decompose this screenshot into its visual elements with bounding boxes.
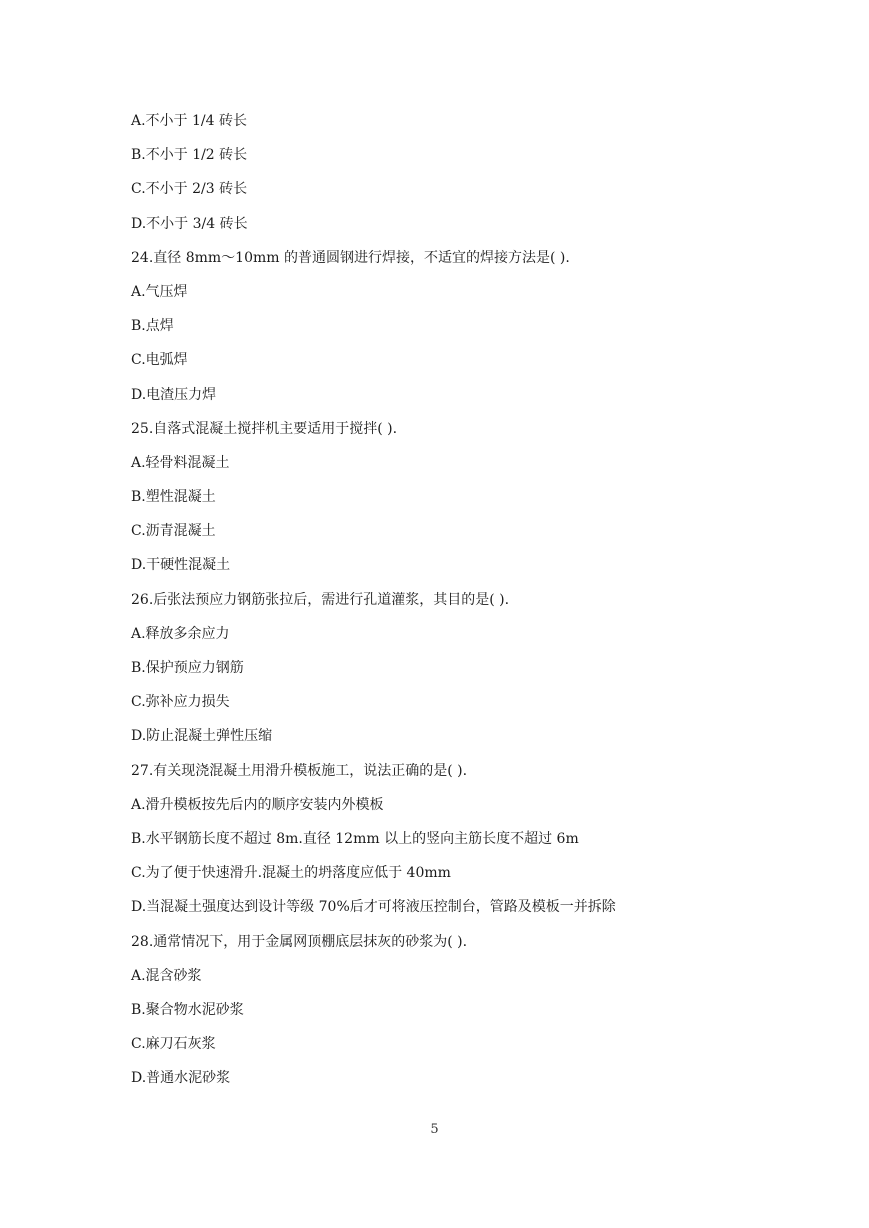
option-b-q27: B.水平钢筋长度不超过 8m.直径 12mm 以上的竖向主筋长度不超过 6m xyxy=(131,830,579,847)
option-c-q23: C.不小于 2/3 砖长 xyxy=(131,181,248,198)
option-a-q24: A.气压焊 xyxy=(131,283,188,300)
option-b-q26: B.保护预应力钢筋 xyxy=(131,660,244,676)
question-24: 24.直径 8mm～10mm 的普通圆钢进行焊接，不适宜的焊接方法是( ). xyxy=(131,249,570,266)
option-a-q28: A.混含砂浆 xyxy=(131,967,202,984)
option-a-q23: A.不小于 1/4 砖长 xyxy=(131,113,247,129)
option-d-q24: D.电渣压力焊 xyxy=(131,386,217,403)
option-c-q25: C.沥青混凝土 xyxy=(131,523,216,540)
option-d-q26: D.防止混凝土弹性压缩 xyxy=(131,728,273,745)
option-c-q28: C.麻刀石灰浆 xyxy=(131,1036,216,1053)
option-b-q23: B.不小于 1/2 砖长 xyxy=(131,147,248,164)
option-b-q25: B.塑性混凝土 xyxy=(131,489,216,506)
option-d-q25: D.干硬性混凝土 xyxy=(131,557,231,574)
option-d-q27: D.当混凝土强度达到设计等级 70%后才可将液压控制台，管路及模板一并拆除 xyxy=(131,899,616,916)
option-a-q26: A.释放多余应力 xyxy=(131,625,230,642)
question-28: 28.通常情况下，用于金属网顶棚底层抹灰的砂浆为( ). xyxy=(131,933,468,950)
option-b-q24: B.点焊 xyxy=(131,318,174,335)
question-content xyxy=(131,111,751,1102)
question-25: 25.自落式混凝土搅拌机主要适用于搅拌( ). xyxy=(131,420,398,437)
option-c-q24: C.电弧焊 xyxy=(131,352,188,369)
option-c-q26: C.弥补应力损失 xyxy=(131,694,230,711)
option-a-q27: A.滑升模板按先后内的顺序安装内外模板 xyxy=(131,796,384,813)
option-b-q28: B.聚合物水泥砂浆 xyxy=(131,1001,244,1018)
question-26: 26.后张法预应力钢筋张拉后，需进行孔道灌浆，其目的是( ). xyxy=(131,591,510,608)
option-a-q25: A.轻骨料混凝土 xyxy=(131,454,230,471)
page-number: 5 xyxy=(430,1122,439,1137)
option-d-q23: D.不小于 3/4 砖长 xyxy=(131,215,248,232)
option-d-q28: D.普通水泥砂浆 xyxy=(131,1070,231,1087)
option-c-q27: C.为了便于快速滑升.混凝土的坍落度应低于 40mm xyxy=(131,865,451,882)
question-27: 27.有关现浇混凝土用滑升模板施工，说法正确的是( ). xyxy=(131,762,468,779)
